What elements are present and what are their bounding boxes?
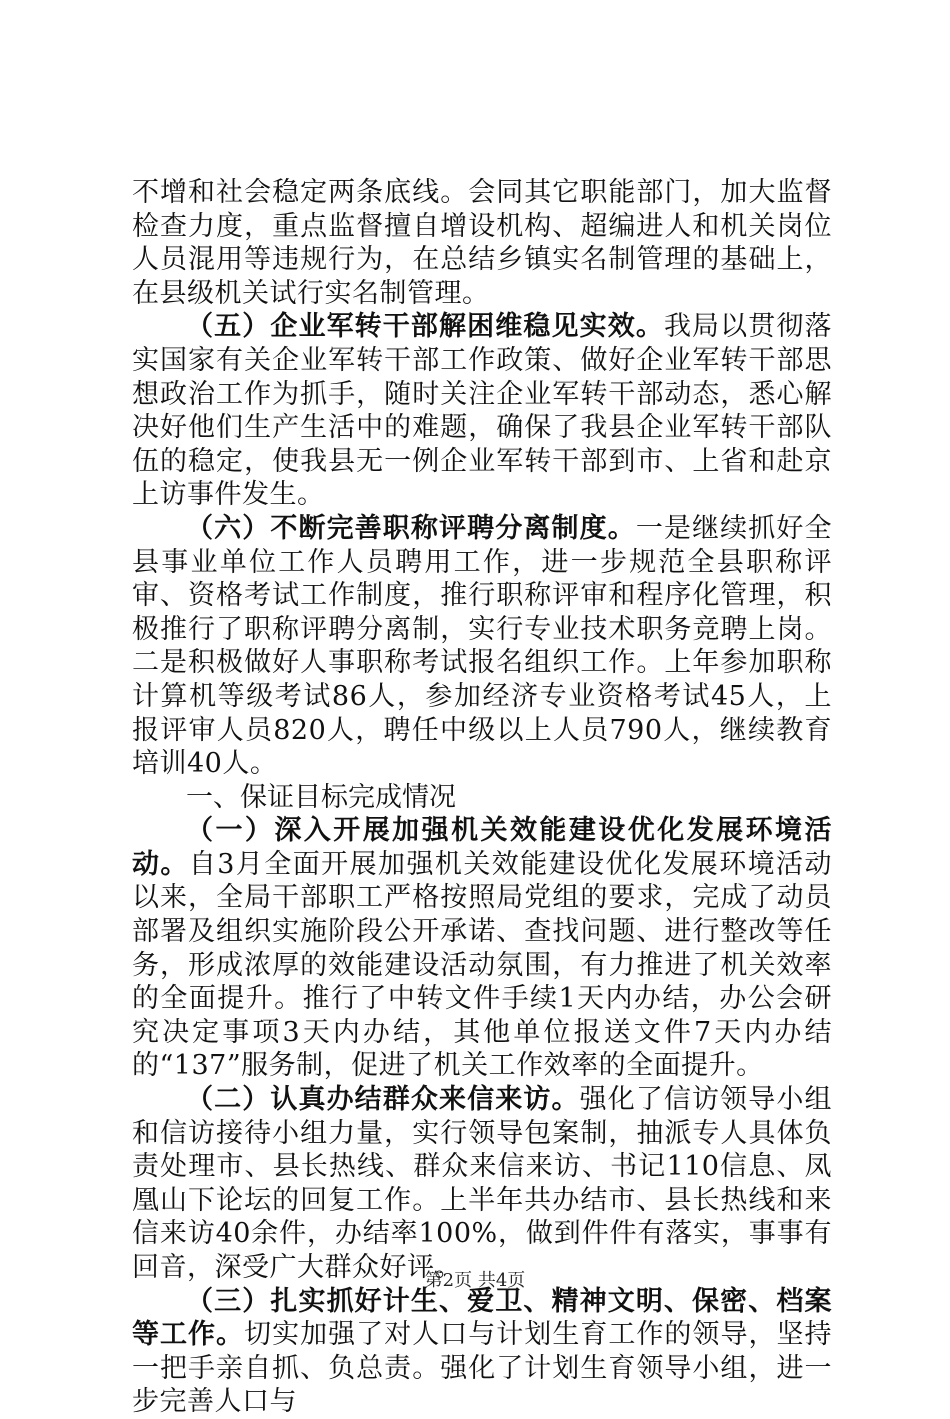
section-heading (132, 781, 832, 815)
paragraph-heading: （三）扎实抓好计生、爱卫、精神文明、保密、档案等工作。 (132, 1285, 832, 1351)
paragraph-petitions (132, 1083, 832, 1285)
page-footer: 第2页 共4页 (424, 1270, 526, 1291)
paragraph-family-planning (132, 1285, 832, 1419)
paragraph-text: 一是继续抓好全县事业单位工作人员聘用工作，进一步规范全县职称评审、资格考试工作制度，推行职称评审和程序化管理，积极推行了职称评聘分离制，实行专业技术职务竞聘上岗。二是积极做好人事职称考试报名组织工作。上年参加职称计算机等级考试86人，参加经济专业资格考试45人，上报评审人员820人，聘任中级以上人员790人，继续教育培训40人。 (132, 512, 833, 780)
paragraph-efficiency (132, 814, 832, 1083)
section-heading-text: 一、保证目标完成情况 (186, 781, 456, 813)
paragraph-enterprise-cadres (132, 310, 832, 512)
paragraph-text: 切实加强了对人口与计划生育工作的领导，坚持一把手亲自抓、负总责。强化了计划生育领导小组，进一步完善人口与 (132, 1319, 833, 1418)
paragraph-text: 我局以贯彻落实国家有关企业军转干部工作政策、做好企业军转干部思想政治工作为抓手，随时关注企业军转干部动态，悉心解决好他们生产生活中的难题，确保了我县企业军转干部队伍的稳定，使我县无一例企业军转干部到市、上省和赴京上访事件发生。 (132, 311, 833, 511)
paragraph-heading: （六）不断完善职称评聘分离制度。 (186, 512, 636, 544)
paragraph-text: 自3月全面开展加强机关效能建设优化发展环境活动以来，全局干部职工严格按照局党组的要求，完成了动员部署及组织实施阶段公开承诺、查找问题、进行整改等任务，形成浓厚的效能建设活动氛围，有力推进了机关效率的全面提升。推行了中转文件手续1天内办结，办公会研究决定事项3天内办结，其他单位报送文件7天内办结的“137”服务制，促进了机关工作效率的全面提升。 (132, 848, 832, 1082)
paragraph-heading: （一）深入开展加强机关效能建设优化发展环境活动。 (132, 815, 832, 880)
paragraph-continued (132, 176, 832, 310)
paragraph-heading: （二）认真办结群众来信来访。 (186, 1084, 580, 1116)
paragraph-title-evaluation (132, 512, 832, 781)
body-text (132, 176, 832, 1419)
paragraph-text: 不增和社会稳定两条底线。会同其它职能部门，加大监督检查力度，重点监督擅自增设机构、超编进人和机关岗位人员混用等违规行为，在总结乡镇实名制管理的基础上，在县级机关试行实名制管理。 (132, 177, 832, 309)
paragraph-heading: （五）企业军转干部解困维稳见实效。 (186, 311, 664, 343)
paragraph-text: 强化了信访领导小组和信访接待小组力量，实行领导包案制，抽派专人具体负责处理市、县长热线、群众来信来访、书记110信息、凤凰山下论坛的回复工作。上半年共办结市、县长热线和来信来访40余件，办结率100%，做到件件有落实，事事有回音，深受广大群众好评。 (132, 1084, 833, 1283)
